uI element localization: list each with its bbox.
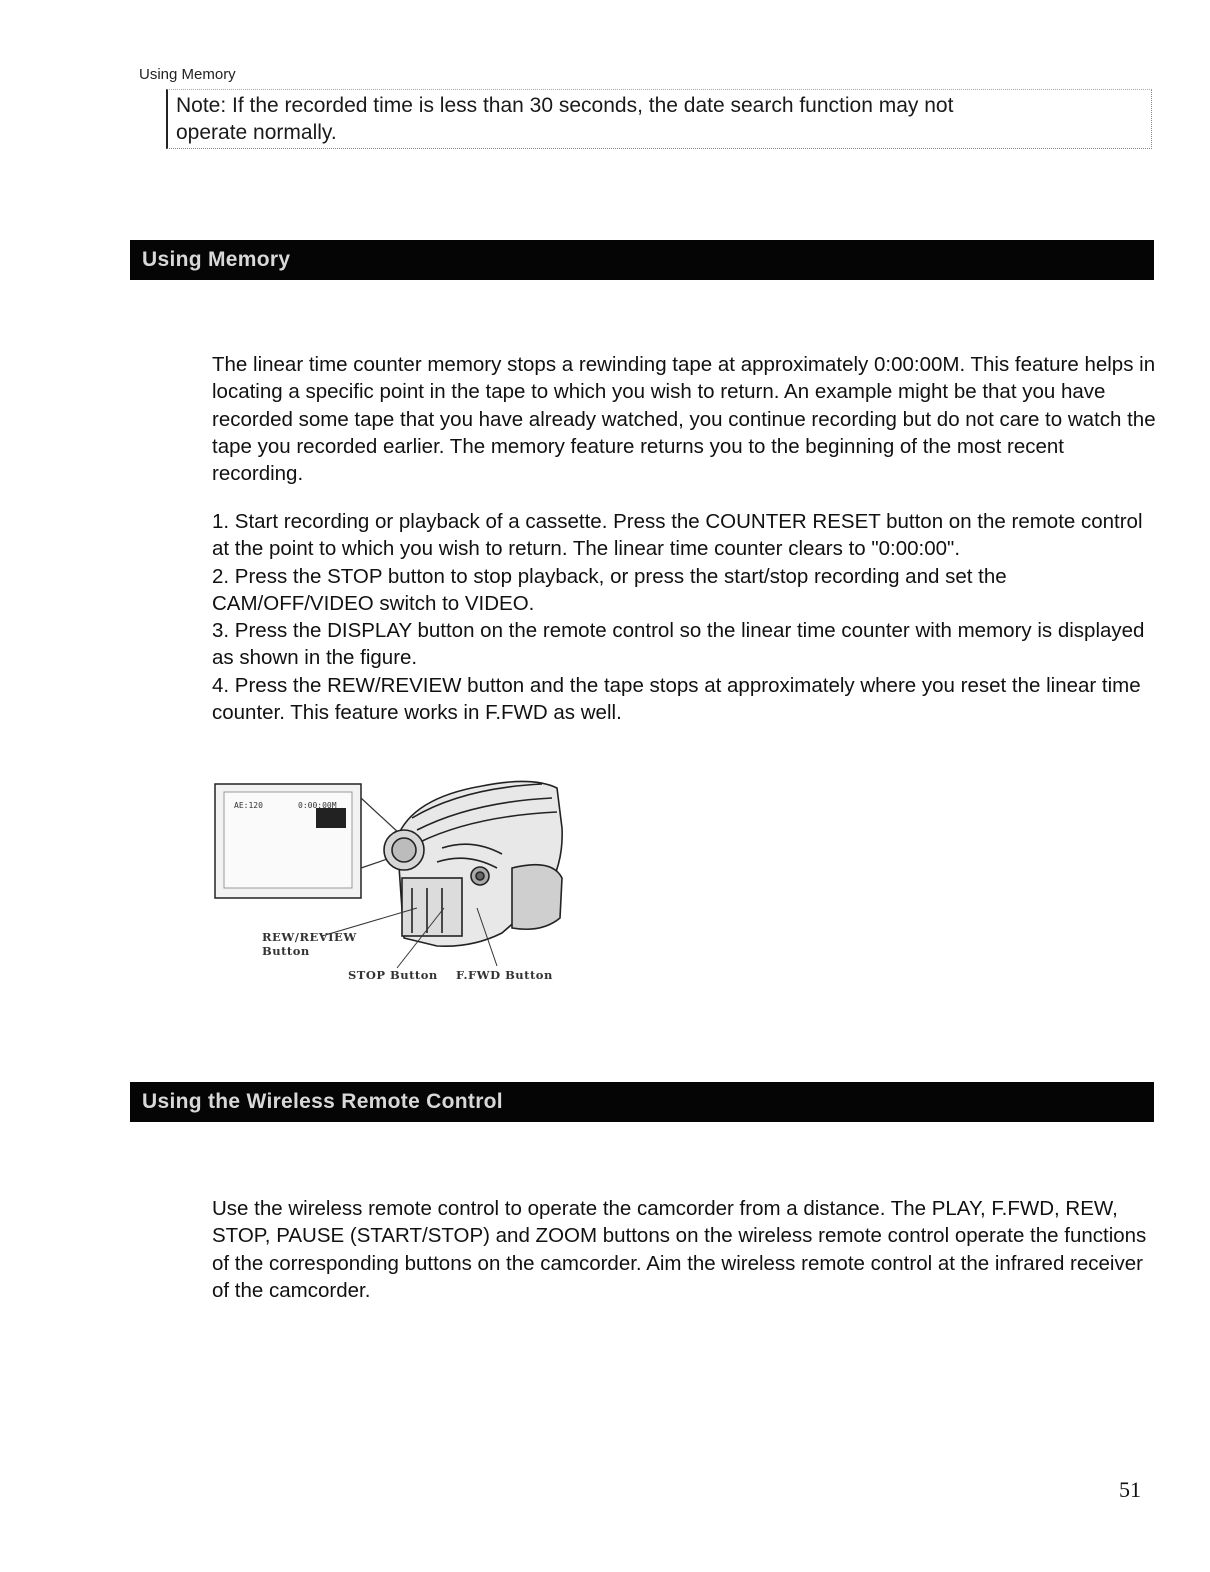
section-heading-using-memory: Using Memory [130,240,1154,280]
memory-intro-paragraph: The linear time counter memory stops a rewinding tape at approximately 0:00:00M. This feature helps in locating a specific point in the tape to which you wish to return. An example might be that you have recorded some tape that you have already watched, you continue recording but do not care to watch the tape you recorded earlier. The memory feature returns you to the beginning of the most recent recording. [212,353,1156,486]
memory-step-1: 1. Start recording or playback of a cassette. Press the COUNTER RESET button on the remote control at the point to which you wish to return. The linear time counter clears to "0:00:00". [212,510,1143,561]
figure-label-rew-button: Button [262,944,310,958]
memory-step-4: 4. Press the REW/REVIEW button and the tape stops at approximately where you reset the linear time counter. This feature works in F.FWD as well. [212,673,1141,725]
camcorder-figure [212,758,572,990]
running-header: Using Memory [139,66,236,83]
lcd-ae-readout: AE:120 [234,801,263,810]
remote-paragraph: Use the wireless remote control to operate the camcorder from a distance. The PLAY, F.FWD, REW, STOP, PAUSE (START/STOP) and ZOOM buttons on the wireless remote control operate the functions of the corresponding buttons on the camcorder. Aim the wireless remote control at the infrared receiver of the camcorder. [212,1197,1147,1302]
lcd-counter-readout: 0:00:00M [298,801,337,810]
note-line-1: Note: If the recorded time is less than 30 seconds, the date search function may not [176,94,954,117]
memory-step-2: 2. Press the STOP button to stop playback, or press the start/stop recording and set the CAM/OFF/VIDEO switch to VIDEO. [212,564,1007,615]
page-number: 51 [1119,1477,1141,1502]
memory-steps-list [212,508,1157,726]
note-box [166,89,1152,149]
lcd-counter-block [316,808,346,828]
camcorder-body [384,781,562,946]
screen-pointer-line [361,798,400,834]
memory-step-3: 3. Press the DISPLAY button on the remote control so the linear time counter with memory is displayed as shown in the figure. [212,619,1145,670]
note-line-2: operate normally. [176,121,337,144]
figure-label-stop-button: STOP Button [348,968,438,982]
figure-label-ffwd-button: F.FWD Button [456,968,553,982]
figure-label-rew-review: REW/REVIEW [262,930,357,944]
section-heading-wireless-remote: Using the Wireless Remote Control [130,1082,1154,1122]
